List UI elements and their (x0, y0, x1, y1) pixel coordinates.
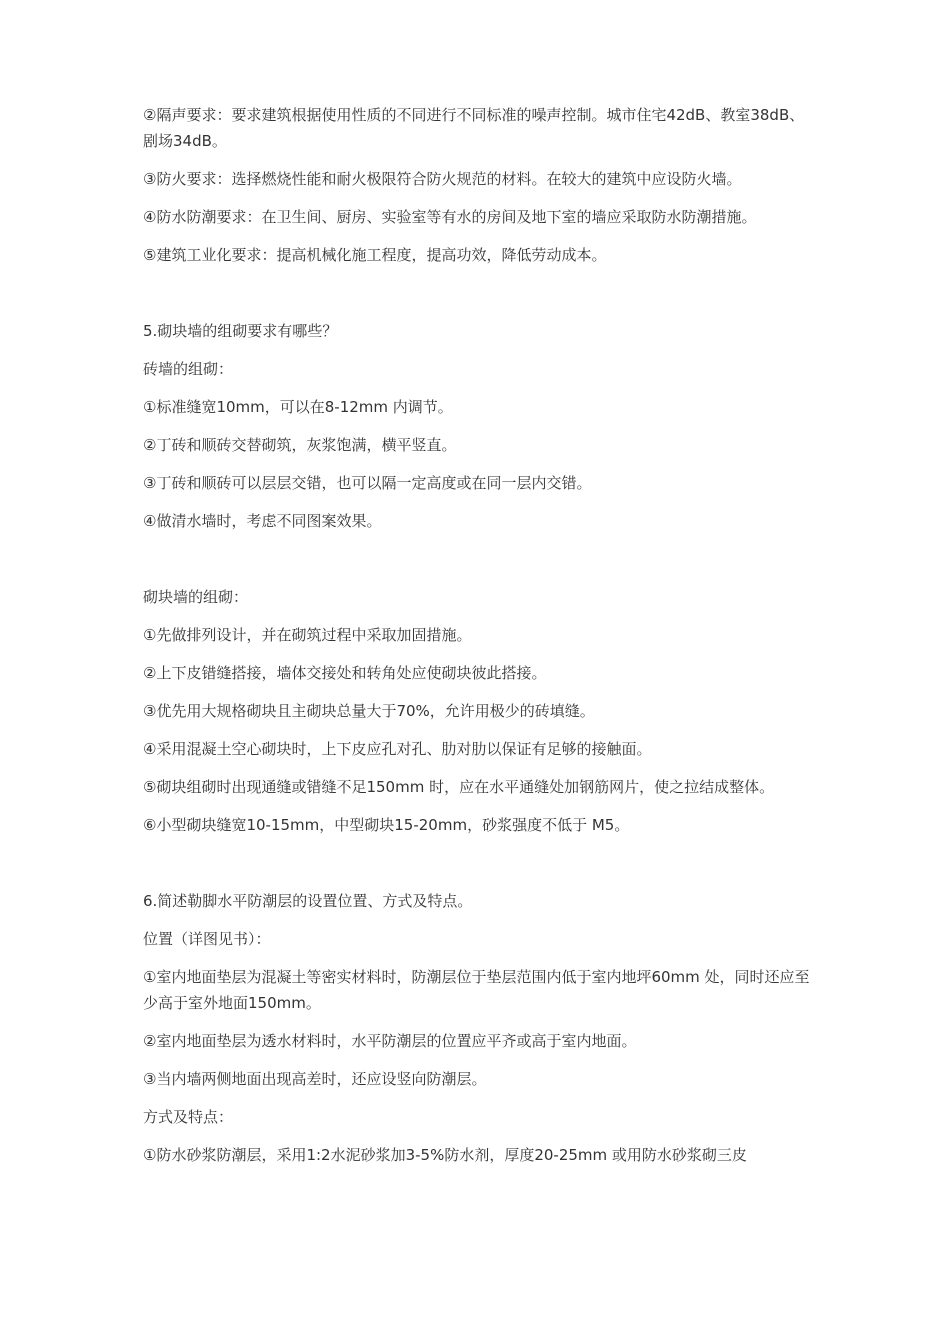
block-item-4: ④采用混凝土空心砌块时，上下皮应孔对孔、肋对肋以保证有足够的接触面。 (143, 740, 652, 758)
method-item-1: ①防水砂浆防潮层，采用1:2水泥砂浆加3-5%防水剂，厚度20-25mm 或用防水砂浆砌三皮 (143, 1146, 747, 1164)
block-item-5: ⑤砌块组砌时出现通缝或错缝不足150mm 时，应在水平通缝处加钢筋网片，使之拉结成整体。 (143, 778, 775, 796)
method-subheading: 方式及特点： (143, 1108, 234, 1126)
brick-item-4: ④做清水墙时，考虑不同图案效果。 (143, 512, 382, 530)
document-body (143, 102, 813, 1168)
block-wall-subheading: 砌块墙的组砌： (143, 588, 249, 606)
paragraph-fire-protection: ③防火要求：选择燃烧性能和耐火极限符合防火规范的材料。在较大的建筑中应设防火墙。 (143, 170, 742, 188)
brick-item-2: ②丁砖和顺砖交替砌筑，灰浆饱满，横平竖直。 (143, 436, 457, 454)
position-item-2: ②室内地面垫层为透水材料时，水平防潮层的位置应平齐或高于室内地面。 (143, 1032, 637, 1050)
question-5-heading: 5.砌块墙的组砌要求有哪些？ (143, 322, 338, 340)
brick-item-3: ③丁砖和顺砖可以层层交错，也可以隔一定高度或在同一层内交错。 (143, 474, 592, 492)
paragraph-waterproofing: ④防水防潮要求：在卫生间、厨房、实验室等有水的房间及地下室的墙应采取防水防潮措施。 (143, 208, 757, 226)
paragraph-sound-insulation: ②隔声要求：要求建筑根据使用性质的不同进行不同标准的噪声控制。城市住宅42dB、教室38dB、剧场34dB。 (143, 106, 805, 150)
paragraph-industrialization: ⑤建筑工业化要求：提高机械化施工程度，提高功效，降低劳动成本。 (143, 246, 607, 264)
brick-wall-subheading: 砖墙的组砌： (143, 360, 234, 378)
block-item-6: ⑥小型砌块缝宽10-15mm，中型砌块15-20mm，砂浆强度不低于 M5。 (143, 816, 630, 834)
brick-item-1: ①标准缝宽10mm，可以在8-12mm 内调节。 (143, 398, 453, 416)
block-item-1: ①先做排列设计，并在砌筑过程中采取加固措施。 (143, 626, 472, 644)
position-item-1: ①室内地面垫层为混凝土等密实材料时，防潮层位于垫层范围内低于室内地坪60mm 处，同时还应至少高于室外地面150mm。 (143, 968, 810, 1012)
position-subheading: 位置（详图见书）： (143, 930, 271, 948)
block-item-2: ②上下皮错缝搭接，墙体交接处和转角处应使砌块彼此搭接。 (143, 664, 547, 682)
question-6-heading: 6.简述勒脚水平防潮层的设置位置、方式及特点。 (143, 892, 473, 910)
block-item-3: ③优先用大规格砌块且主砌块总量大于70%，允许用极少的砖填缝。 (143, 702, 595, 720)
position-item-3: ③当内墙两侧地面出现高差时，还应设竖向防潮层。 (143, 1070, 487, 1088)
